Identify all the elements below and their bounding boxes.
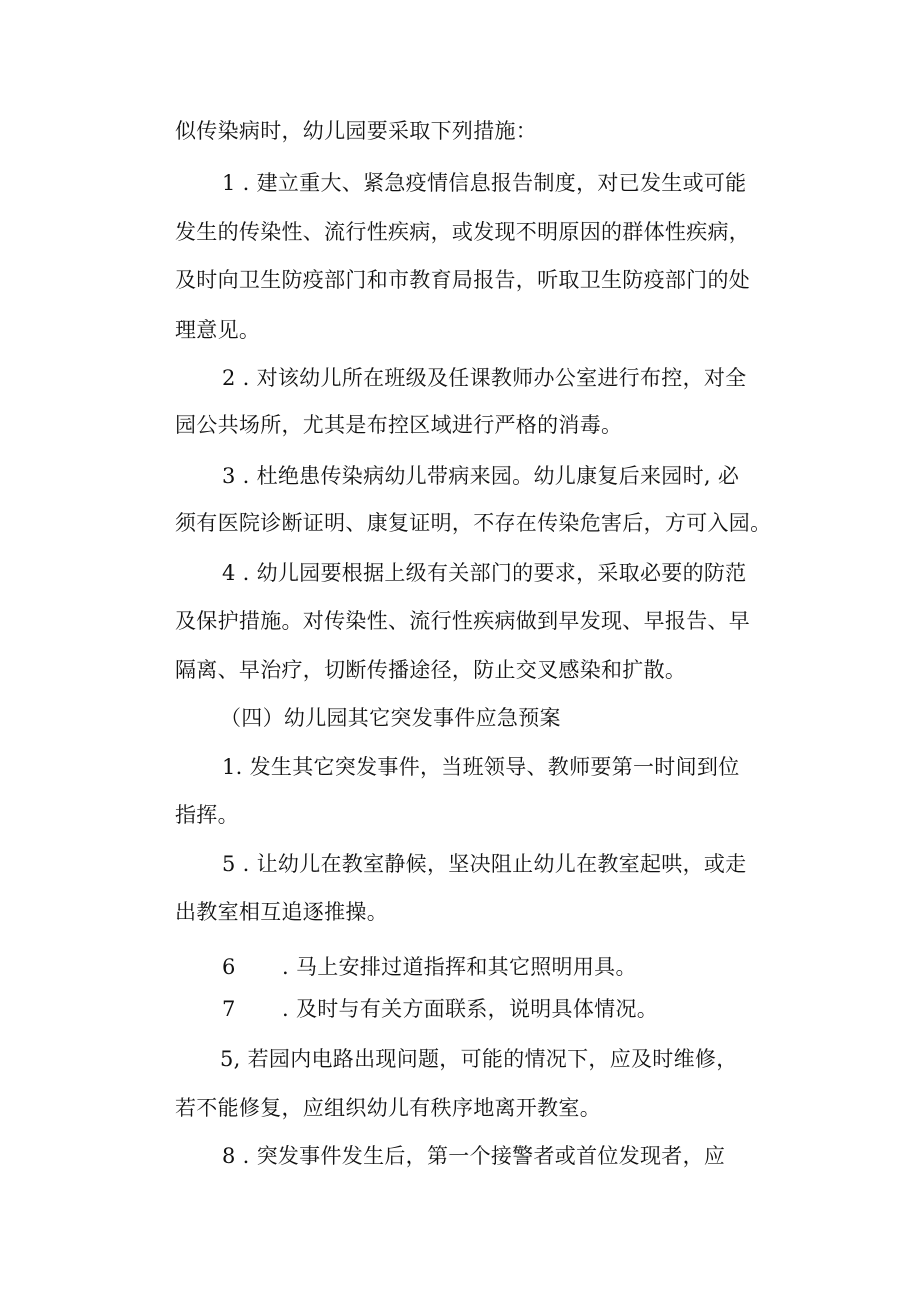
text-line: 及保护措施。对传染性、流行性疾病做到早发现、早报告、早 [175,609,751,633]
text-line: 3 . 杜绝患传染病幼儿带病来园。幼儿康复后来园时, 必 [222,464,740,488]
text-line: 1 . 建立重大、紧急疫情信息报告制度，对已发生或可能 [222,171,747,195]
text-line: 指挥。 [175,803,239,827]
text-line: 及时向卫生防疫部门和市教育局报告，听取卫生防疫部门的处 [175,268,751,292]
list-number: 6 [222,955,236,979]
text-line: 出教室相互追逐推操。 [175,900,388,924]
text-line: 4 . 幼儿园要根据上级有关部门的要求，采取必要的防范 [222,561,747,585]
text-line: 2 . 对该幼儿所在班级及任课教师办公室进行布控，对全 [222,366,747,390]
text-line: 1. 发生其它突发事件，当班领导、教师要第一时间到位 [222,755,740,779]
text-line: 须有医院诊断证明、康复证明，不存在传染危害后，方可入园。 [175,511,772,535]
text-line: 理意见。 [175,318,261,342]
list-item-text: . 马上安排过道指挥和其它照明用具。 [282,955,637,979]
text-line: 5 . 让幼儿在教室静候，坚决阻止幼儿在教室起哄，或走 [222,852,747,876]
text-line: 若不能修复，应组织幼儿有秩序地离开教室。 [175,1096,601,1120]
text-line: 发生的传染性、流行性疾病，或发现不明原因的群体性疾病， [175,220,751,244]
list-item-text: . 及时与有关方面联系，说明具体情况。 [282,997,659,1021]
list-number: 7 [222,997,236,1021]
text-line: 5, 若园内电路出现问题，可能的情况下，应及时维修， [220,1047,738,1071]
text-line: 似传染病时，幼儿园要采取下列措施： [175,119,538,143]
text-line: 园公共场所，尤其是布控区域进行严格的消毒。 [175,413,623,437]
text-line: 隔离、早治疗，切断传播途径，防止交叉感染和扩散。 [175,658,687,682]
section-heading: （四）幼儿园其它突发事件应急预案 [220,706,561,730]
text-line: 8 . 突发事件发生后，第一个接警者或首位发现者，应 [222,1144,726,1168]
